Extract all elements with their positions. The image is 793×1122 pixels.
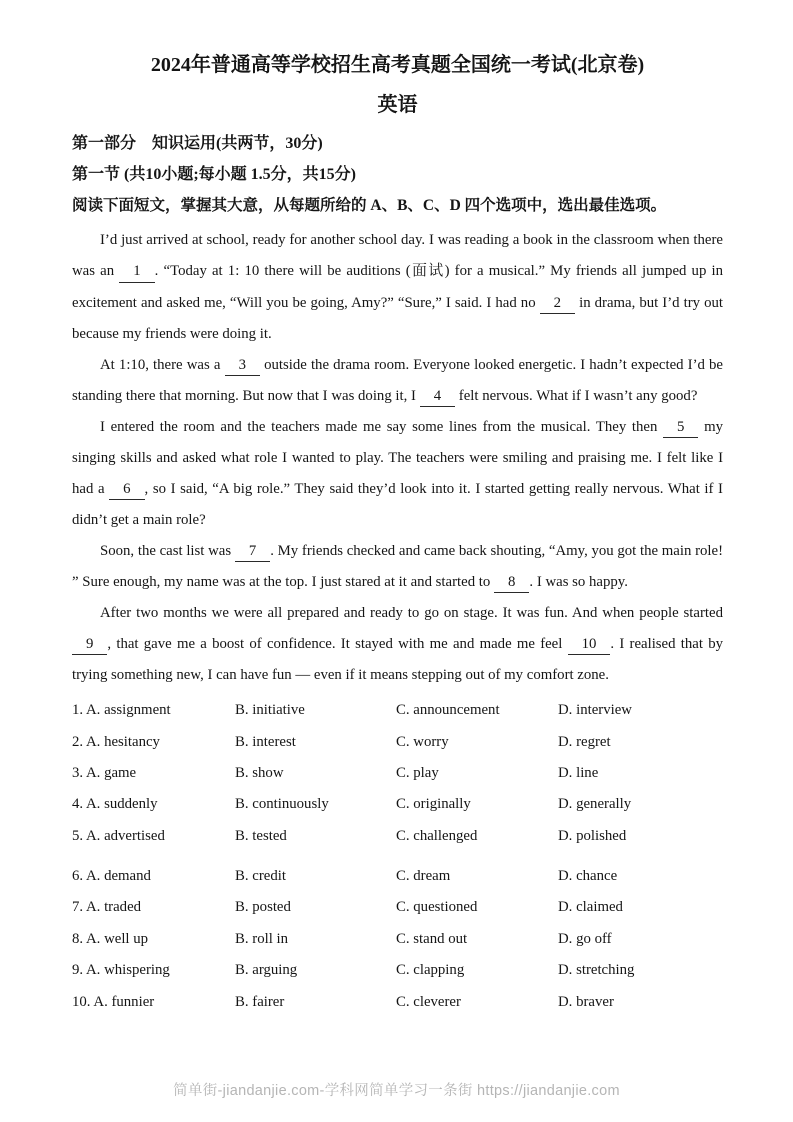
option-cell: D. claimed (558, 899, 623, 916)
option-cell: 1. A. assignment (72, 702, 171, 719)
option-cell: B. credit (235, 868, 286, 885)
cloze-blank-1: 1 (119, 262, 154, 282)
option-cell: D. go off (558, 930, 612, 947)
passage-paragraph: I entered the room and the teachers made me say some lines from the musical. They then 5 my singing skills and asked what role I wanted to play. The teachers were smiling and praising me. I felt like I had a 6 , so I said, “A big role.” They said they’d look into it. I started getting really nervous. What if I didn’t get a main role? (72, 418, 724, 528)
option-cell: C. announcement (396, 702, 500, 719)
passage-paragraph: Soon, the cast list was 7 . My friends checked and came back shouting, “Amy, you got the main role! ” Sure enough, my name was at the top. I just stared at it and started to 8 . I was so happy. (72, 536, 723, 598)
question-row (72, 924, 723, 955)
cloze-blank-2: 2 (540, 294, 575, 314)
exam-subject: 英语 (377, 94, 418, 116)
options-table (72, 695, 723, 1018)
cloze-blank-3: 3 (225, 356, 260, 376)
option-cell: B. arguing (235, 962, 298, 979)
option-cell: B. initiative (235, 702, 305, 719)
option-cell: C. originally (396, 796, 471, 813)
option-cell: D. line (558, 765, 599, 782)
cloze-blank-7: 7 (235, 542, 270, 562)
question-row (72, 987, 723, 1018)
option-cell: C. questioned (396, 899, 478, 916)
option-cell: B. show (235, 765, 284, 782)
section-part-heading: 第一部分 知识运用(共两节，30分) (72, 135, 323, 152)
option-cell: 3. A. game (72, 765, 137, 782)
question-row (72, 758, 723, 789)
option-cell: B. interest (235, 733, 296, 750)
question-row (72, 727, 723, 758)
option-cell: D. chance (558, 868, 618, 885)
option-cell: D. interview (558, 702, 632, 719)
option-cell: 2. A. hesitancy (72, 733, 160, 750)
option-cell: 9. A. whispering (72, 962, 170, 979)
option-cell: D. braver (558, 993, 614, 1010)
option-cell: C. play (396, 765, 439, 782)
cloze-blank-6: 6 (109, 480, 144, 500)
question-row (72, 861, 723, 892)
option-cell: 7. A. traded (72, 899, 142, 916)
footer-watermark: 简单街-jiandanjie.com-学科网简单学习一条街 https://jiandanjie.com (173, 1083, 620, 1099)
cloze-blank-8: 8 (494, 573, 529, 593)
option-cell: B. fairer (235, 993, 285, 1010)
cloze-blank-5: 5 (663, 418, 698, 438)
passage-paragraph: I’d just arrived at school, ready for another school day. I was reading a book in the classroom when there was an 1 . “Today at 1: 10 there will be auditions (面试) for a musical.” My friends all jumped up in excitement and asked me, “Will you be going, Amy?” “Sure,” I said. I had no 2 in drama, but I’d try out because my friends were doing it. (72, 232, 723, 342)
option-cell: 6. A. demand (72, 868, 151, 885)
cloze-blank-10: 10 (568, 635, 611, 655)
option-cell: 10. A. funnier (72, 993, 155, 1010)
option-cell: C. cleverer (396, 993, 461, 1010)
passage-paragraph: At 1:10, there was a 3 outside the drama room. Everyone looked energetic. I hadn’t expected I’d be standing there that morning. But now that I was doing it, I 4 felt nervous. What if I wasn’t any good? (72, 350, 723, 412)
question-row (72, 892, 723, 923)
option-cell: B. roll in (235, 930, 289, 947)
exam-title: 2024年普通高等学校招生高考真题全国统一考试(北京卷) (150, 54, 645, 76)
option-cell: B. tested (235, 827, 287, 844)
option-cell: D. stretching (558, 962, 635, 979)
question-row (72, 821, 723, 852)
question-row (72, 695, 723, 726)
section-instructions: 阅读下面短文，掌握其大意，从每题所给的 A、B、C、D 四个选项中，选出最佳选项。 (72, 197, 667, 215)
option-cell: C. stand out (396, 930, 468, 947)
option-cell: D. generally (558, 796, 632, 813)
option-cell: C. challenged (396, 827, 478, 844)
option-cell: B. continuously (235, 796, 329, 813)
passage (72, 225, 723, 691)
passage-paragraph: After two months we were all prepared and ready to go on stage. It was fun. And when people started 9 , that gave me a boost of confidence. It stayed with me and made me feel 10 . I realised that by trying something new, I can have fun — even if it means stepping out of my comfort zone. (72, 605, 723, 684)
option-cell: 8. A. well up (72, 930, 149, 947)
cloze-blank-9: 9 (72, 635, 107, 655)
question-row (72, 789, 723, 820)
option-cell: D. polished (558, 827, 627, 844)
option-cell: C. clapping (396, 962, 465, 979)
option-cell: C. dream (396, 868, 451, 885)
option-cell: C. worry (396, 733, 449, 750)
option-cell: B. posted (235, 899, 291, 916)
option-cell: 4. A. suddenly (72, 796, 158, 813)
section-node-heading: 第一节 (共10小题;每小题 1.5分，共15分) (72, 166, 356, 184)
option-cell: 5. A. advertised (72, 827, 165, 844)
option-cell: D. regret (558, 733, 611, 750)
question-row (72, 955, 723, 986)
cloze-blank-4: 4 (420, 387, 455, 407)
